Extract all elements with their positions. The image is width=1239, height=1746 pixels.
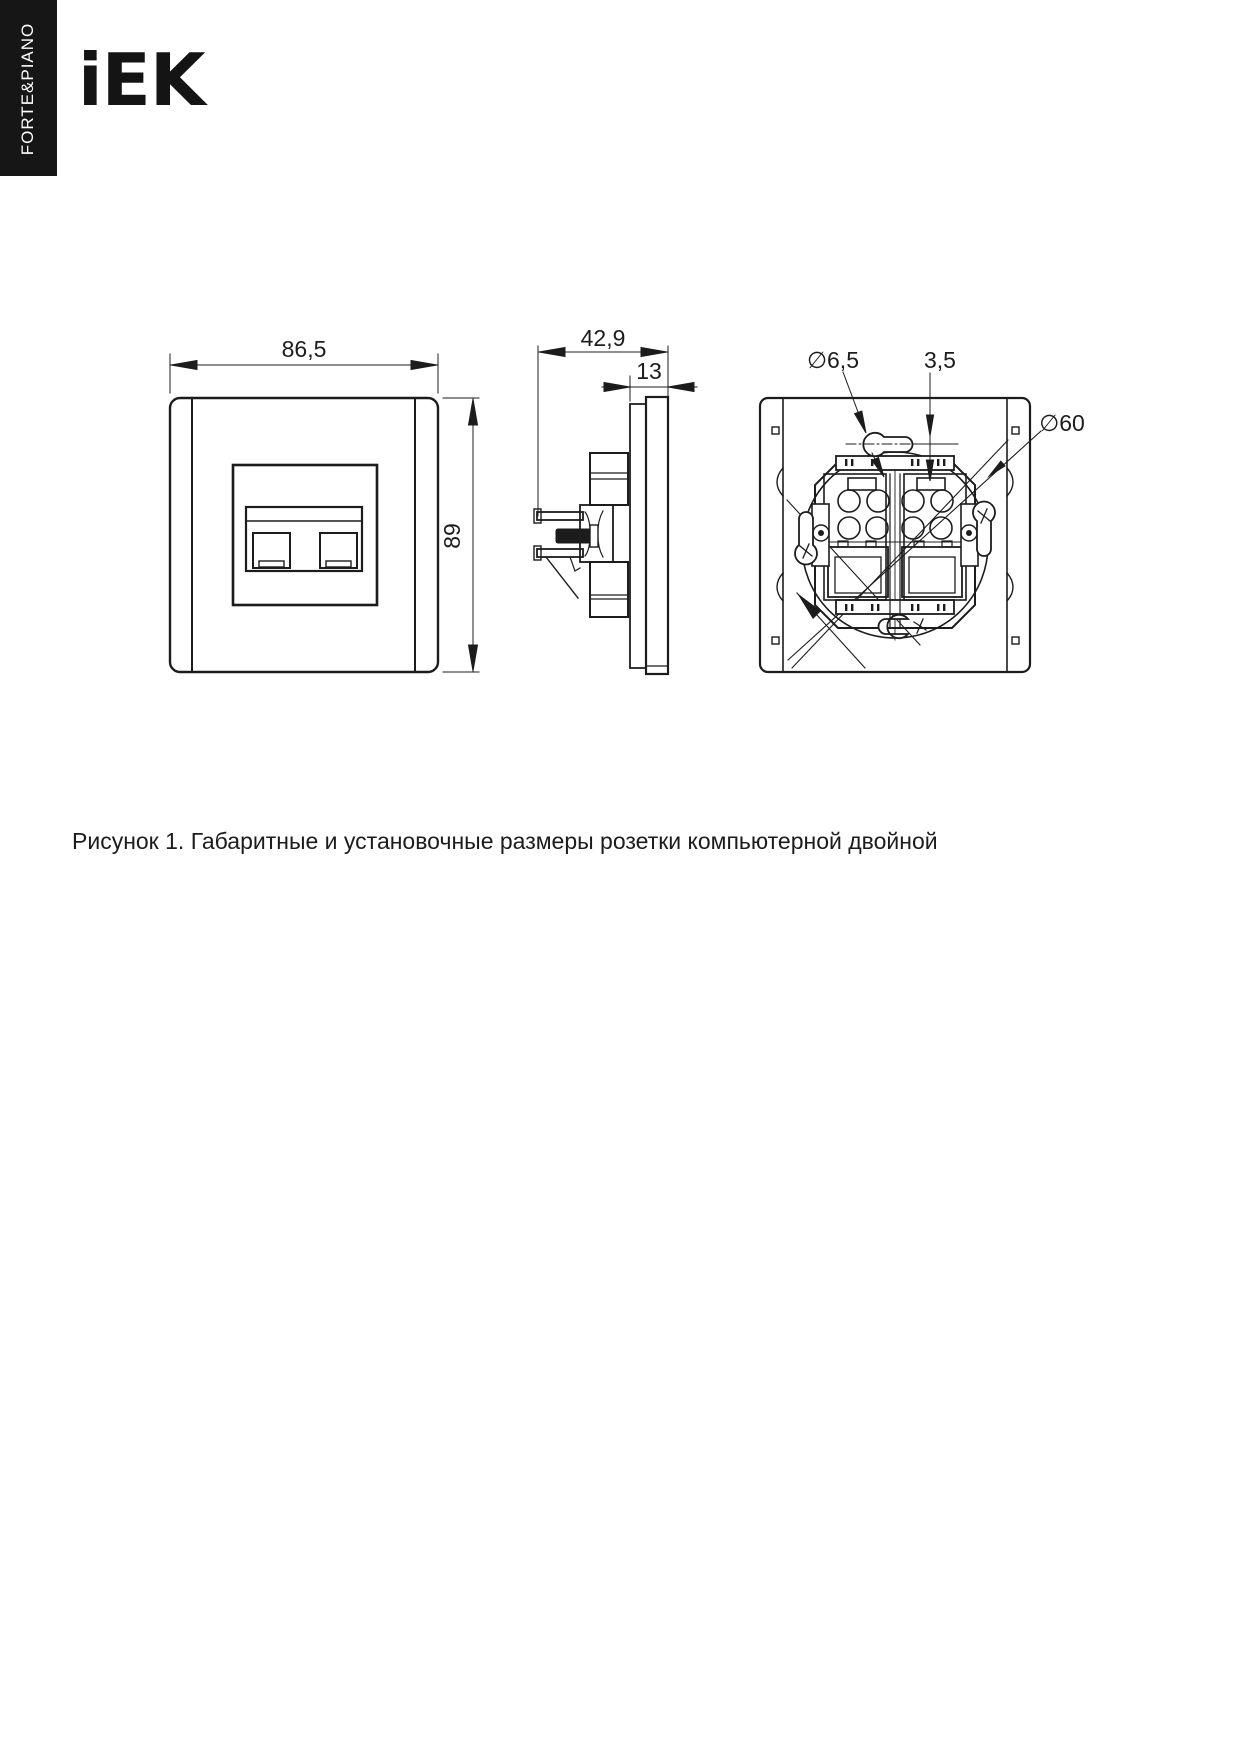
brand-sidebar-label: FORTE&PIANO <box>18 22 37 156</box>
mechanism-top-bar <box>836 456 954 470</box>
leader-slot-width <box>926 373 933 481</box>
dim-box-dia-label: ∅60 <box>1039 410 1085 436</box>
side-frame <box>630 404 646 668</box>
frame-slot-left <box>848 478 876 490</box>
front-center-module <box>233 465 377 605</box>
plate-hole-bottom-right <box>1012 637 1019 644</box>
expansion-claw-right <box>973 502 995 556</box>
dim-total-depth-label: 42,9 <box>580 325 626 351</box>
rear-view <box>760 347 1085 672</box>
dim-slot-width-label: 3,5 <box>924 347 956 373</box>
side-view <box>534 325 697 674</box>
side-screw <box>556 529 592 543</box>
rj45-latch-right <box>326 561 351 567</box>
dim-plate-height-label: 89 <box>439 523 465 549</box>
keyhole-slot-top <box>863 433 912 456</box>
plate-hole-bottom-left <box>772 637 779 644</box>
technical-drawing <box>100 280 1150 720</box>
plate-hole-top-left <box>772 427 779 434</box>
plate-hole-top-right <box>1012 427 1019 434</box>
front-view <box>170 336 479 672</box>
frame-slot-right <box>917 478 945 490</box>
rj45-latch-left <box>259 561 284 567</box>
iek-logo: iEK <box>78 38 205 122</box>
figure-caption: Рисунок 1. Габаритные и установочные размеры розетки компьютерной двойной <box>72 828 938 854</box>
expansion-claw-left <box>795 512 817 564</box>
side-lower-block <box>590 562 628 617</box>
mechanism-bottom-bar <box>836 600 954 614</box>
jack-housing-right <box>902 547 962 597</box>
box-dia-arrow <box>987 460 1006 478</box>
dim-cover-depth-label: 13 <box>636 358 662 384</box>
dim-plate-width-label: 86,5 <box>281 336 327 362</box>
terminal-holes <box>838 490 953 539</box>
dim-mount-hole-label: ∅6,5 <box>806 347 860 373</box>
side-claw-bar-lower <box>537 549 583 557</box>
side-claw-bar-upper <box>537 512 583 520</box>
side-screw-washer <box>590 525 598 547</box>
front-plate <box>170 398 438 672</box>
brand-sidebar <box>0 0 57 176</box>
side-cover-plate <box>646 397 668 674</box>
